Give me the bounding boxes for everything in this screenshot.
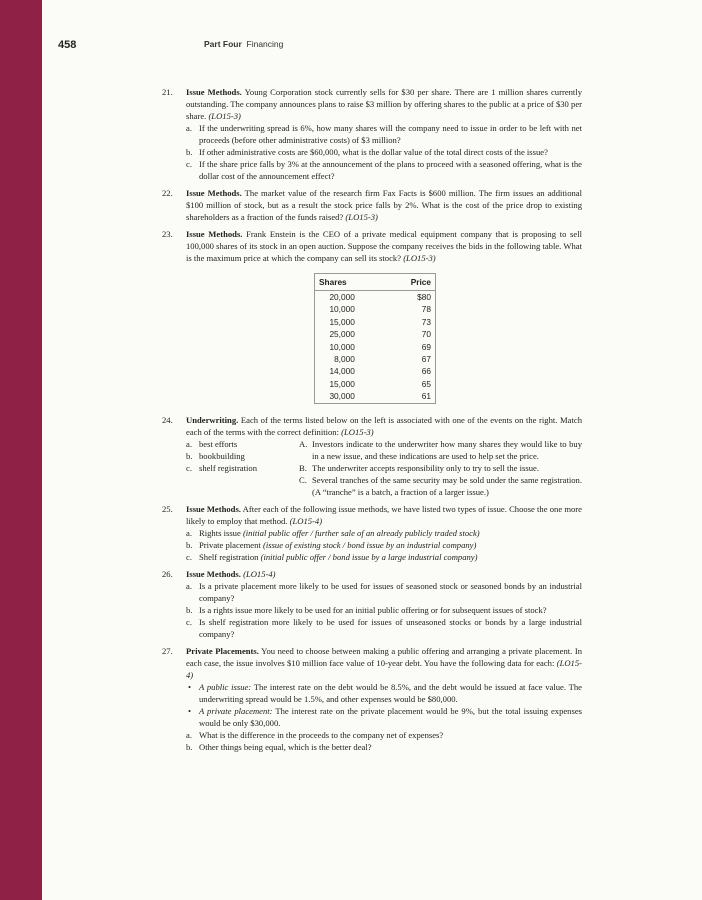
bullet-icon: •	[188, 681, 192, 692]
bids-table	[314, 273, 436, 404]
term-item: b. bookbuilding	[186, 450, 245, 461]
problem-number: 26.	[162, 568, 173, 579]
learning-objective: (LO15-3)	[345, 212, 378, 222]
subquestion: b. Private placement (issue of existing stock / bond issue by an industrial company)	[186, 539, 477, 550]
problem-text: Frank Enstein is the CEO of a private medical equipment company that is proposing to sell 100,000 shares of its stock in an open auction. Suppose the company receives the bids in the following table. What is the maximum price at which the company can sell its stock?	[186, 229, 582, 263]
problem-stem	[186, 86, 582, 122]
chapter-label: Financing	[246, 39, 284, 49]
learning-objective: (LO15-4)	[186, 657, 583, 680]
problem-list	[162, 86, 582, 758]
problem-stem	[186, 645, 582, 681]
problem-number: 24.	[162, 414, 173, 425]
subquestion: a. What is the difference in the proceeds to the company net of expenses?	[186, 729, 444, 740]
term-item: c. shelf registration	[186, 462, 257, 473]
subquestion: b. Other things being equal, which is the better deal?	[186, 741, 372, 752]
subquestion: a. If the underwriting spread is 6%, how many shares will the company need to issue in order to be left with net proceeds (before other administrative costs) of $3 million?	[186, 123, 582, 145]
chapter-color-band	[0, 0, 42, 900]
terms-column	[186, 438, 299, 498]
bullet-icon: •	[188, 705, 192, 716]
table-row: 8,000 67	[334, 354, 431, 365]
problem-number: 25.	[162, 503, 173, 514]
problem-title: Issue Methods.	[186, 503, 241, 514]
learning-objective: (LO15-3)	[208, 111, 241, 121]
bullet-item: • A private placement: The interest rate on the private placement would be 9%, but the total issuing expenses would be only $30,000.	[188, 705, 582, 728]
problem-title: Issue Methods.	[186, 87, 242, 97]
subquestion: b. Is a rights issue more likely to be used for an initial public offering or for subsequent issues of stock?	[186, 604, 547, 615]
problem-number: 23.	[162, 229, 173, 239]
table-row: 10,000 69	[329, 341, 431, 352]
problem-text: After each of the following issue methods, we have listed two types of issue. Choose the one more likely to employ that method.	[186, 503, 582, 526]
problem-stem	[186, 503, 582, 527]
subquestion: a. Is a private placement more likely to be used for issues of seasoned stock or seasoned bonds by an industrial company?	[186, 580, 582, 603]
learning-objective: (LO15-4)	[289, 515, 323, 526]
problem-text: You need to choose between making a public offering and arranging a private placement. In each case, the issue involves $10 million face value of 10-year debt. You have the following data for each:	[186, 645, 582, 668]
term-item: a. best efforts	[186, 438, 238, 449]
problem-21	[162, 86, 582, 182]
table-row: 10,000 78	[329, 304, 431, 315]
problem-24	[162, 414, 582, 498]
subquestion: a. Rights issue (initial public offer / further sale of an already publicly traded stock)	[186, 527, 480, 538]
learning-objective: (LO15-3)	[403, 253, 436, 263]
problem-number: 21.	[162, 87, 173, 97]
problem-25	[162, 503, 582, 563]
problem-title: Issue Methods.	[186, 568, 241, 579]
problem-number: 22.	[162, 188, 173, 198]
subquestion: b. If other administrative costs are $60,000, what is the dollar value of the total direct costs of the issue?	[186, 147, 548, 157]
learning-objective: (LO15-3)	[341, 426, 374, 437]
problem-22	[162, 187, 582, 223]
problem-title: Issue Methods.	[186, 188, 242, 198]
table-row: 30,000 61	[329, 391, 431, 402]
problem-stem	[186, 228, 582, 264]
definition-item: A. Investors indicate to the underwriter how many shares they would like to buy in a new issue, and these indications are used to help set the price.	[299, 438, 582, 461]
page-number: 458	[58, 39, 77, 51]
table-header-row	[315, 274, 436, 291]
table-row: 20,000 $80	[329, 292, 431, 302]
problem-number: 27.	[162, 645, 173, 656]
problem-stem	[186, 568, 582, 580]
table-row: 14,000 66	[329, 366, 431, 377]
definition-item: C. Several tranches of the same security may be sold under the same registration. (A “tranche” is a batch, a fraction of a larger issue.)	[299, 474, 582, 497]
problem-text: The market value of the research firm Fax Facts is $600 million. The firm issues an additional $100 million of stock, but as a result the stock price falls by 2%. What is the cost of the price drop to existing shareholders as a fraction of the funds raised?	[186, 188, 582, 222]
subquestion: c. Is shelf registration more likely to be used for issues of unseasoned stocks or bonds by a large industrial company?	[186, 616, 582, 639]
problem-26	[162, 568, 582, 640]
table-row: 15,000 73	[329, 316, 431, 327]
problem-23	[162, 228, 582, 404]
problem-title: Underwriting.	[186, 414, 239, 425]
table-row: 15,000 65	[329, 378, 431, 389]
problem-27	[162, 645, 582, 753]
column-header-shares: Shares	[315, 274, 403, 291]
definitions-column	[299, 438, 582, 498]
column-header-price: Price	[403, 274, 436, 291]
problem-title: Private Placements.	[186, 645, 259, 656]
subquestion: c. Shelf registration (initial public offer / bond issue by a large industrial company)	[186, 551, 478, 562]
subquestion: c. If the share price falls by 3% at the announcement of the plans to proceed with a seasoned offering, what is the dollar cost of the announcement effect?	[186, 159, 582, 181]
part-label: Part Four	[204, 39, 242, 49]
matching-exercise	[186, 438, 582, 498]
problem-text: Each of the terms listed below on the left is associated with one of the events on the right. Match each of the terms with the correct definition:	[186, 414, 582, 437]
problem-text: Young Corporation stock currently sells for $30 per share. There are 1 million shares currently outstanding. The company announces plans to raise $3 million by offering shares to the public at a price of $30 per share.	[186, 87, 582, 121]
table-row: 25,000 70	[329, 329, 431, 340]
problem-title: Issue Methods.	[186, 229, 243, 239]
bullet-item: • A public issue: The interest rate on the debt would be 8.5%, and the debt would be issued at face value. The underwriting spread would be 1.5%, and other expenses would be $80,000.	[188, 681, 582, 704]
learning-objective: (LO15-4)	[243, 568, 276, 579]
running-header	[204, 39, 283, 49]
definition-item: B. The underwriter accepts responsibility only to try to sell the issue.	[299, 462, 539, 473]
problem-stem	[186, 187, 582, 223]
problem-stem	[186, 414, 582, 438]
